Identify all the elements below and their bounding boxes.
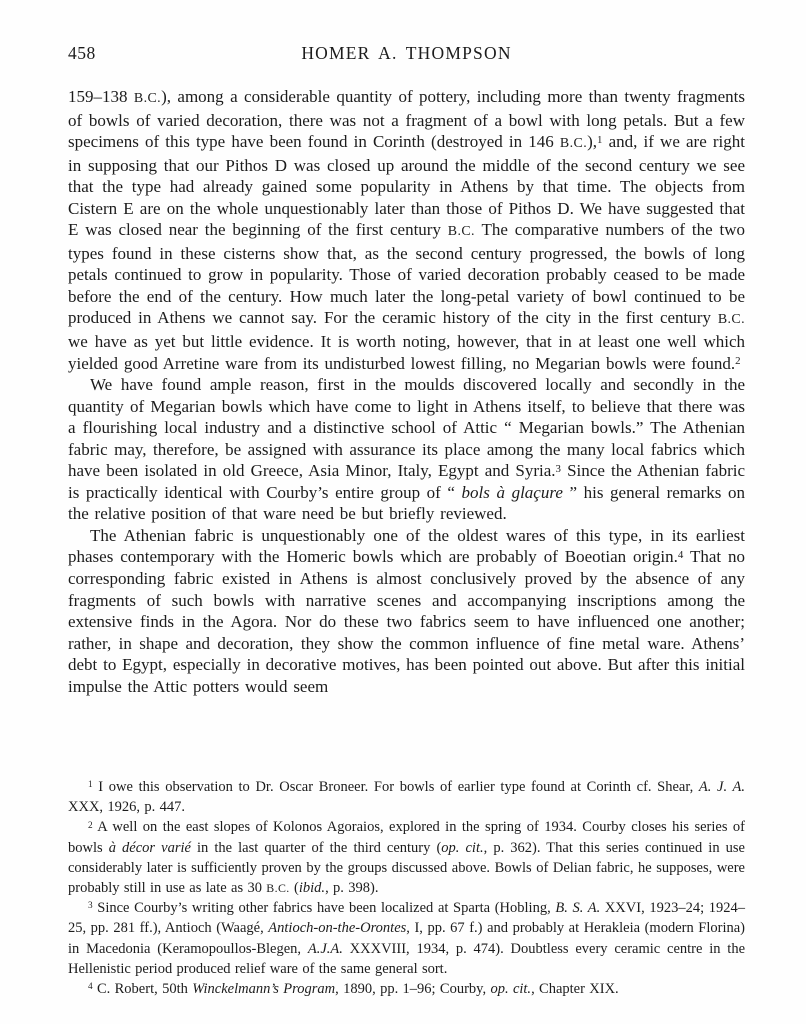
footnotes-section <box>68 777 745 999</box>
footnote-2: $^2$ A well on the east slopes of Kolonos Agoraios, explored in the spring of 1934. Courby closes his series of bowls à décor varié in the last quarter of the third century (op. cit., p. 362). That this series continued in use considerably later is sufficiently proven by the groups discussed above. Bowls of Delian fabric, he supposes, were probably still in use as late as 30 B.C. (ibid., p. 398). <box>68 819 745 897</box>
footnote-3: $^3$ Since Courby’s writing other fabrics have been localized at Sparta (Hobling, B. S. A. XXVI, 1923–24; 1924–25, pp. 281 ff.), Antioch (Waagé, Antioch-on-the-Orontes, I, pp. 67 f.) and probably at Herakleia (modern Florina) in Macedonia (Keramopoullos-Blegen, A.J.A. XXXVIII, 1934, p. 474). Doubtless every ceramic centre in the Hellenistic period produced relief ware of the same general sort. <box>68 900 746 977</box>
running-head: HOMER A. THOMPSON <box>301 43 512 63</box>
article-body <box>68 86 745 697</box>
body-paragraph-1: 159–138 B.C.), among a considerable quantity of pottery, including more than twenty fragments of bowls of varied decoration, there was not a fragment of a bowl with long petals. But a few specimens of this type have been found in Corinth (destroyed in 146 B.C.),$^1$ and, if we are right in supposing that our Pithos D was closed up around the middle of the second century we see that the type had already gained some popularity in Athens by that time. The objects from Cistern E are on the whole unquestionably later than those of Pithos D. We have suggested that E was closed near the beginning of the first century B.C. The comparative numbers of the two types found in these cisterns show that, as the second century progressed, the bowls of long petals continued to grow in popularity. Those of varied decoration probably ceased to be made before the end of the century. How much later the long-petal variety of bowl continued to be produced in Athens we cannot say. For the ceramic history of the city in the first century B.C. we have as yet but little evidence. It is worth noting, however, that in at least one well which yielded good Arretine ware from its undisturbed lowest filling, no Megarian bowls were found.$^2$ <box>68 87 745 373</box>
footnote-4: $^4$ C. Robert, 50th Winckelmann’s Program, 1890, pp. 1–96; Courby, op. cit., Chapter XIX. <box>88 981 619 998</box>
body-paragraph-3: The Athenian fabric is unquestionably one of the oldest wares of this type, in its earliest phases contemporary with the Homeric bowls which are probably of Boeotian origin.$^4$ That no corresponding fabric existed in Athens is almost conclusively proved by the absence of any fragments of such bowls with narrative scenes and accompanying inscriptions among the extensive finds in the Agora. Nor do these two fabrics seem to have influenced one another; rather, in shape and decoration, they show the common influence of fine metal ware. Athens’ debt to Egypt, especially in decorative motives, has been pointed out above. But after this initial impulse the Attic potters would seem <box>68 525 746 696</box>
body-paragraph-2: We have found ample reason, first in the moulds discovered locally and secondly in the quantity of Megarian bowls which have come to light in Athens itself, to believe that there was a flourishing local industry and a distinctive school of Attic “ Megarian bowls.” The Athenian fabric may, therefore, be assigned with assurance its place among the many local fabrics which have been isolated in old Greece, Asia Minor, Italy, Egypt and Syria.$^3$ Since the Athenian fabric is practically identical with Courby’s entire group of “ bols à glaçure ” his general remarks on the relative position of that ware need be but briefly reviewed. <box>68 375 745 524</box>
footnote-1: $^1$ I owe this observation to Dr. Oscar Broneer. For bowls of earlier type found at Corinth cf. Shear, A. J. A. XXX, 1926, p. 447. <box>68 779 745 816</box>
page-number: 458 <box>68 43 96 63</box>
page-header <box>68 43 745 65</box>
